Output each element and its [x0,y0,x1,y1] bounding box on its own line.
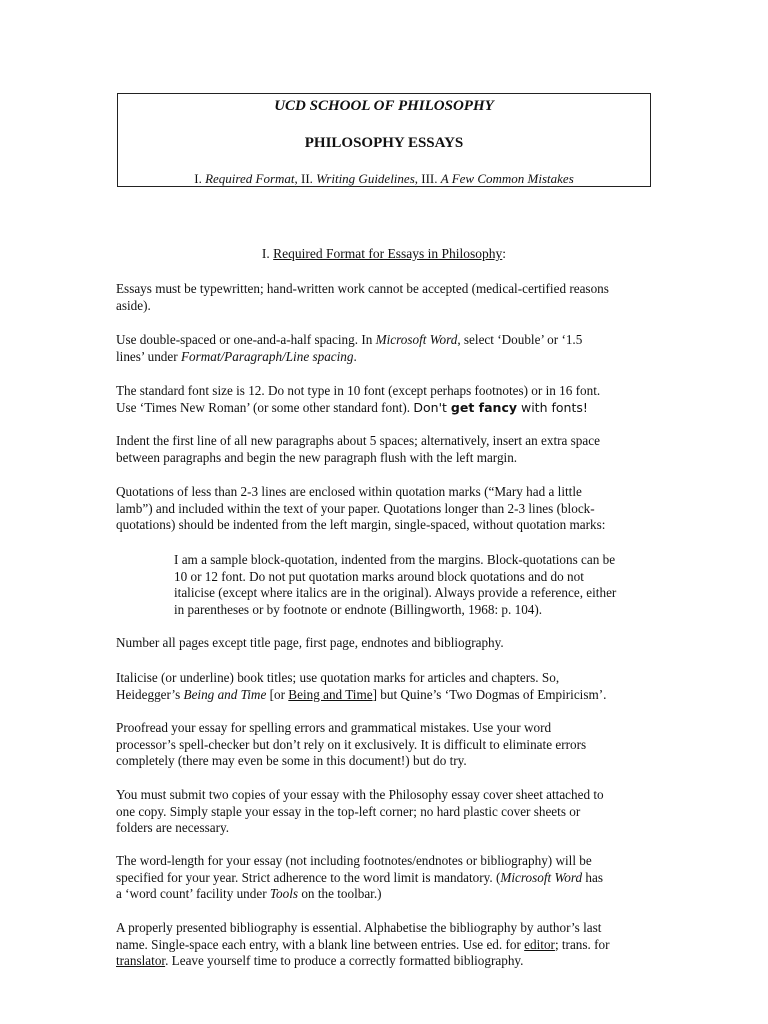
text-line [116,400,656,417]
text-line: 10 or 12 font. Do not put quotation marks around block quotations and do not [174,568,584,584]
paragraph-bibliography [116,920,656,970]
text-run: a ‘word count’ facility under [116,886,270,901]
text-line [116,332,656,349]
text-run: Tools [269,886,299,901]
paragraph-proofread [116,720,656,770]
text-run: Don't [413,399,451,415]
text-run: get fancy [450,399,518,415]
text-run: with fonts! [517,399,588,415]
text-line: The word-length for your essay (not including footnotes/endnotes or bibliography) will be [116,853,592,868]
section-3-number: , III. [414,171,441,186]
text-line: italicise (except where italics are in the original). Always provide a reference, either [174,585,617,600]
text-run: Microsoft Word [375,332,458,347]
section-1-number: I. [194,171,206,186]
text-line: The standard font size is 12. Do not type in 10 font (except perhaps footnotes) or in 16 font. [116,383,601,398]
text-line [116,870,656,887]
heading-suffix: : [502,246,507,261]
text-line: You must submit two copies of your essay with the Philosophy essay cover sheet attached to [116,787,604,802]
section-list [118,172,650,186]
text-line: Proofread your essay for spelling errors and grammatical mistakes. Use your word [116,720,552,735]
text-line: A properly presented bibliography is essential. Alphabetise the bibliography by author’s last [116,920,602,935]
text-line: I am a sample block-quotation, indented from the margins. Block-quotations can be [174,552,616,567]
text-line: Italicise (or underline) book titles; use quotation marks for articles and chapters. So, [116,670,560,685]
text-run: translator [116,953,166,968]
paragraph-indentation [116,433,656,466]
text-line: lamb”) and included within the text of your paper. Quotations longer than 2-3 lines (block- [116,500,595,516]
section-2-title: Writing Guidelines [316,171,415,186]
text-line [116,937,656,954]
text-run: ] but Quine’s ‘Two Dogmas of Empiricism’. [372,686,607,702]
text-run: [or [266,686,289,702]
text-run: Use double-spaced or one-and-a-half spacing. In [116,332,376,347]
text-line [116,687,656,704]
block-quotation [174,552,656,618]
text-run: Use ‘Times New Roman’ (or some other standard font). [116,399,414,415]
text-run: ; trans. for [554,936,610,952]
paragraph-spacing [116,332,656,365]
paragraph-book-titles [116,670,656,703]
text-line: Indent the first line of all new paragraphs about 5 spaces; alternatively, insert an extra space [116,433,600,448]
section-2-number: , II. [294,171,317,186]
text-run: lines’ under [116,348,181,364]
text-line: Number all pages except title page, first page, endnotes and bibliography. [116,635,504,650]
text-line: folders are necessary. [116,820,230,835]
text-line: completely (there may even be some in this document!) but do try. [116,753,467,768]
paragraph-quotations [116,484,656,534]
text-run: , select ‘Double’ or ‘1.5 [457,332,583,347]
text-line: Essays must be typewritten; hand-written work cannot be accepted (medical-certified reasons [116,281,609,296]
text-run: Being and Time [288,686,373,702]
text-run: . Leave yourself time to produce a correctly formatted bibliography. [165,953,524,968]
text-line [116,886,656,903]
text-run: Microsoft Word [500,869,583,885]
section-1-title: Required Format [205,171,295,186]
section-heading [0,246,768,263]
text-run: specified for your year. Strict adherence to the word limit is mandatory. ( [116,869,501,885]
text-line: in parentheses or by footnote or endnote (Billingworth, 1968: p. 104). [174,601,543,617]
text-line: between paragraphs and begin the new paragraph flush with the left margin. [116,449,518,465]
text-run: editor [524,936,555,952]
paragraph-word-length [116,853,656,903]
text-line: quotations) should be indented from the left margin, single-spaced, without quotation marks: [116,517,606,532]
heading-text: Required Format for Essays in Philosophy [273,246,503,261]
text-line [116,953,656,970]
text-run: name. Single-space each entry, with a blank line between entries. Use ed. for [116,936,525,952]
text-line: Quotations of less than 2-3 lines are enclosed within quotation marks (“Mary had a little [116,484,582,499]
section-3-title: A Few Common Mistakes [440,171,574,186]
school-name: UCD SCHOOL OF PHILOSOPHY [274,98,494,114]
text-run: has [582,869,603,885]
text-line: one copy. Simply staple your essay in the top-left corner; no hard plastic cover sheets or [116,803,581,819]
paragraph-font-size [116,383,656,416]
title-box [117,93,651,187]
text-run: Format/Paragraph/Line spacing [180,348,354,364]
text-line: processor’s spell-checker but don’t rely on it exclusively. It is difficult to eliminate errors [116,736,587,752]
paragraph-page-numbers [116,635,656,652]
paragraph-typewritten [116,281,656,314]
text-run: on the toolbar.) [298,886,382,901]
text-run: Heidegger’s [116,686,184,702]
text-line: aside). [116,297,151,313]
text-line [116,349,656,366]
heading-number: I. [261,246,274,261]
paragraph-submission [116,787,656,837]
text-run: . [353,348,357,364]
document-title: PHILOSOPHY ESSAYS [304,135,464,151]
text-run: Being and Time [183,686,267,702]
